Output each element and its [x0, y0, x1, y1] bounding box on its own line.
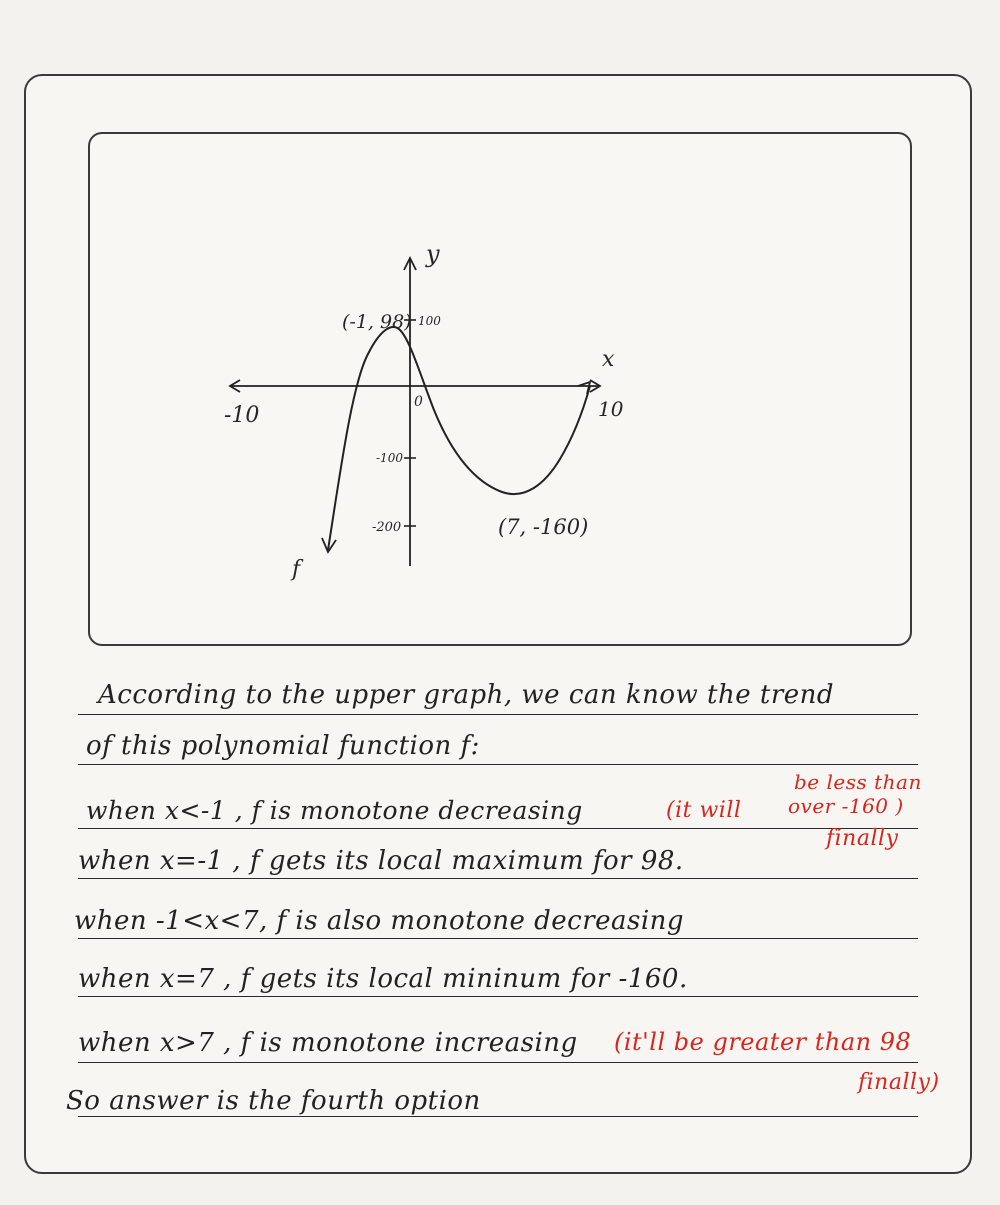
y100-label: 100 [418, 314, 441, 328]
note-line-7-red-a: (it'll be greater than 98 [614, 1028, 912, 1056]
note-line-3: when x<-1 , f is monotone decreasing [86, 796, 583, 825]
max-point-label: (-1, 98) [342, 311, 412, 333]
note-line-1: According to the upper graph, we can know the trend [98, 680, 835, 710]
note-line-3-red-d: finally [826, 826, 899, 851]
note-line-7: when x>7 , f is monotone increasing [78, 1028, 578, 1058]
note-line-3-red-c: over -160 ) [788, 794, 904, 818]
x-neg-label: -10 [224, 403, 260, 428]
solution-notes [26, 76, 970, 1172]
note-line-7-red-b: finally) [858, 1070, 940, 1095]
ym100-label: -100 [376, 451, 403, 465]
ruled-line [78, 714, 918, 715]
ruled-line [78, 764, 918, 765]
ruled-line [78, 996, 918, 997]
y-axis-label: y [426, 240, 440, 268]
note-line-3-red-a: (it will [666, 798, 742, 823]
origin-label: 0 [414, 394, 423, 410]
ruled-line [78, 1116, 918, 1117]
ruled-line [78, 878, 918, 879]
note-line-4: when x=-1 , f gets its local maximum for 98. [78, 846, 684, 876]
note-line-3-red-b: be less than [794, 770, 922, 794]
note-line-5: when -1<x<7, f is also monotone decreasing [74, 906, 685, 936]
note-line-6: when x=7 , f gets its local mininum for -160. [78, 964, 688, 994]
ym200-label: -200 [372, 520, 402, 535]
x-pos-label: 10 [598, 397, 624, 421]
note-line-2: of this polynomial function f: [86, 731, 480, 761]
ruled-line [78, 828, 918, 829]
ruled-line [78, 1062, 918, 1063]
ruled-line [78, 938, 918, 939]
x-axis-label: x [602, 347, 615, 372]
worksheet [24, 74, 972, 1174]
curve-label: f [292, 557, 301, 582]
min-point-label: (7, -160) [498, 515, 589, 539]
note-line-8: So answer is the fourth option [66, 1086, 481, 1116]
